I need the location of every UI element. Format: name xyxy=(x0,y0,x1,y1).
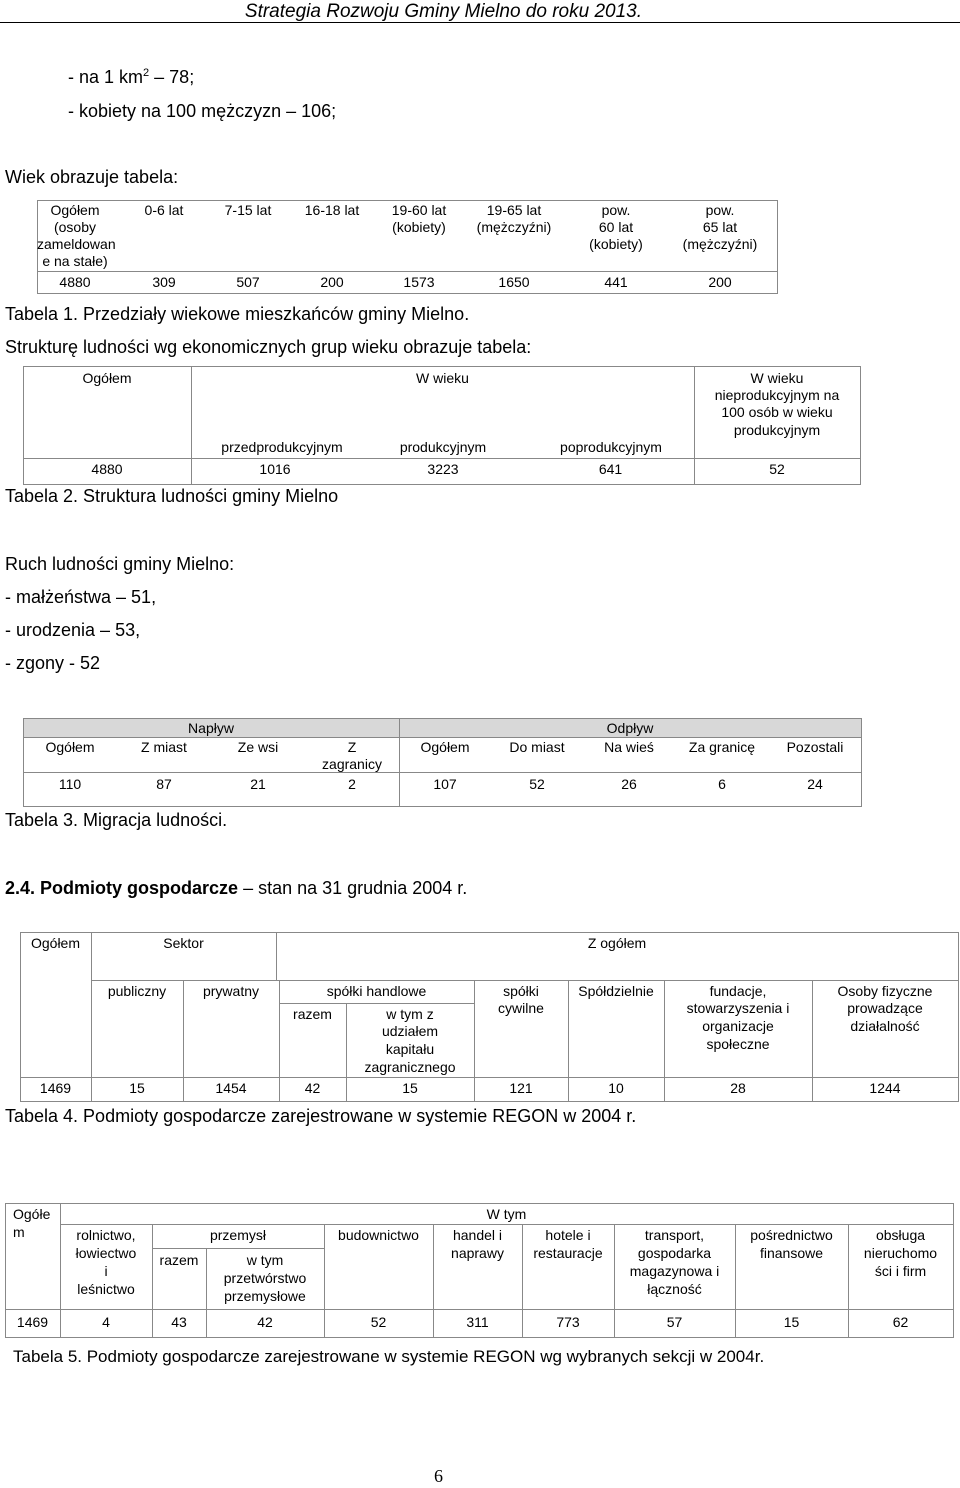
header-cell: zagranicy xyxy=(322,756,382,772)
header-cell: 16-18 lat xyxy=(304,202,360,218)
table-cell: 52 xyxy=(370,1314,387,1330)
header-cell: obsługa xyxy=(875,1227,926,1243)
header-cell: (mężczyźni) xyxy=(682,236,758,252)
age-intro-text: Wiek obrazuje tabela: xyxy=(5,167,179,187)
header-cell: spółki xyxy=(503,983,539,999)
table-cell: 4880 xyxy=(91,461,123,477)
table-cell: 43 xyxy=(171,1314,187,1330)
table-cell: 507 xyxy=(236,274,260,290)
header-cell: Ogółe xyxy=(13,1206,51,1222)
movement-title: Ruch ludności gminy Mielno: xyxy=(5,554,235,574)
header-cell: razem xyxy=(293,1006,332,1022)
header-cell: Spółdzielnie xyxy=(578,983,654,999)
marriages-line: - małżeństwa – 51, xyxy=(5,587,157,607)
header-cell: 65 lat xyxy=(702,219,738,235)
table-cell: 107 xyxy=(433,776,457,792)
table-cell: 1650 xyxy=(498,274,530,290)
header-cell: W wieku xyxy=(750,370,804,386)
table-cell: 57 xyxy=(666,1314,683,1330)
table-cell: 2 xyxy=(348,776,356,792)
table-cell: 42 xyxy=(304,1080,321,1096)
table-cell: 1244 xyxy=(869,1080,901,1096)
table-cell: 4 xyxy=(102,1314,110,1330)
table-cell: 441 xyxy=(604,274,628,290)
header-cell: produkcyjnym xyxy=(399,439,487,455)
header-rule xyxy=(0,22,960,23)
table-cell: 15 xyxy=(783,1314,800,1330)
header-cell: społeczne xyxy=(706,1036,770,1052)
header-cell: stowarzyszenia i xyxy=(686,1000,790,1016)
header-cell: 19-65 lat xyxy=(486,202,542,218)
header-cell: (kobiety) xyxy=(392,219,446,235)
births-line: - urodzenia – 53, xyxy=(5,620,141,640)
header-cell: 60 lat xyxy=(598,219,634,235)
header-cell: łączność xyxy=(647,1281,702,1297)
header-cell: przetwórstwo xyxy=(223,1270,307,1286)
header-cell: prywatny xyxy=(202,983,260,999)
header-cell: Ogółem xyxy=(82,370,132,386)
header-cell: Ogółem xyxy=(50,202,100,218)
header-cell: 0-6 lat xyxy=(144,202,184,218)
header-cell: 19-60 lat xyxy=(391,202,447,218)
header-cell: Napływ xyxy=(188,720,234,736)
header-cell: Sektor xyxy=(163,935,204,951)
header-cell: restauracje xyxy=(533,1245,603,1261)
table3-caption: Tabela 3. Migracja ludności. xyxy=(5,810,228,830)
header-cell: hotele i xyxy=(545,1227,591,1243)
header-cell: zagranicznego xyxy=(364,1059,456,1075)
table-cell: 3223 xyxy=(427,461,459,477)
header-cell: razem xyxy=(159,1252,199,1268)
header-cell: budownictwo xyxy=(338,1227,419,1243)
header-cell: gospodarka xyxy=(637,1245,712,1261)
table-cell: 52 xyxy=(769,461,785,477)
table-cell: 121 xyxy=(509,1080,533,1096)
header-cell: przemysł xyxy=(209,1227,266,1243)
header-cell: e na stałe) xyxy=(42,253,108,269)
table-cell: 773 xyxy=(556,1314,580,1330)
header-cell: Ogółem xyxy=(30,935,81,951)
deaths-line: - zgony - 52 xyxy=(5,653,101,673)
header-cell: organizacje xyxy=(702,1018,774,1034)
header-cell: (osoby xyxy=(53,219,97,235)
header-cell: kapitału xyxy=(385,1041,435,1057)
table-cell: 6 xyxy=(718,776,726,792)
header-cell: handel i xyxy=(452,1227,503,1243)
header-cell: m xyxy=(13,1224,25,1240)
header-cell: przemysłowe xyxy=(224,1288,306,1304)
header-cell: fundacje, xyxy=(709,983,767,999)
header-cell: W wieku xyxy=(416,370,469,386)
page-header-title: Strategia Rozwoju Gminy Mielno do roku 2013. xyxy=(244,1,642,22)
header-cell: poprodukcyjnym xyxy=(560,439,662,455)
header-cell: Za granicę xyxy=(688,739,756,755)
header-cell: łowiectwo xyxy=(75,1245,137,1261)
header-cell: pośrednictwo xyxy=(750,1227,833,1243)
table-cell: 52 xyxy=(529,776,545,792)
table-cell: 4880 xyxy=(59,274,91,290)
table-cell: 26 xyxy=(621,776,637,792)
header-cell: 7-15 lat xyxy=(224,202,272,218)
header-cell: Ogółem xyxy=(420,739,470,755)
header-cell: pow. xyxy=(601,202,631,218)
header-cell: zameldowan xyxy=(37,236,116,252)
table-cell: 62 xyxy=(892,1314,909,1330)
header-cell: pow. xyxy=(705,202,735,218)
header-cell: Na wieś xyxy=(604,739,654,755)
header-cell: w tym xyxy=(246,1252,284,1268)
header-cell: Ogółem xyxy=(45,739,95,755)
header-cell: nieprodukcyjnym na xyxy=(714,387,840,403)
table4-caption: Tabela 4. Podmioty gospodarcze zarejestrowane w systemie REGON w 2004 r. xyxy=(5,1106,637,1126)
header-cell: działalność xyxy=(850,1018,920,1034)
header-cell: udziałem xyxy=(381,1023,439,1039)
header-cell: prowadzące xyxy=(847,1000,923,1016)
header-cell: nieruchomo xyxy=(863,1245,938,1261)
table-cell: 1573 xyxy=(403,274,435,290)
table2-intro: Strukturę ludności wg ekonomicznych grup wieku obrazuje tabela: xyxy=(5,337,532,357)
header-cell: cywilne xyxy=(498,1000,544,1016)
header-cell: 100 osób w wieku xyxy=(721,404,833,420)
table-cell: 15 xyxy=(129,1080,145,1096)
table2-caption: Tabela 2. Struktura ludności gminy Mielno xyxy=(5,486,339,506)
table-cell: 200 xyxy=(320,274,344,290)
header-cell: publiczny xyxy=(107,983,167,999)
table-cell: 1469 xyxy=(16,1314,49,1330)
table-cell: 42 xyxy=(257,1314,273,1330)
header-cell: w tym z xyxy=(386,1006,434,1022)
header-cell: Ze wsi xyxy=(237,739,279,755)
table-cell: 87 xyxy=(156,776,172,792)
header-cell: Z ogółem xyxy=(587,935,647,951)
women-ratio-line: - kobiety na 100 mężczyzn – 106; xyxy=(68,101,337,121)
table-cell: 1454 xyxy=(215,1080,247,1096)
header-cell: naprawy xyxy=(451,1245,504,1261)
table-cell: 110 xyxy=(58,776,82,792)
header-cell: magazynowa i xyxy=(629,1263,720,1279)
header-cell: rolnictwo, xyxy=(76,1227,136,1243)
header-cell: (mężczyźni) xyxy=(476,219,552,235)
table-cell: 311 xyxy=(466,1314,489,1330)
table-cell: 200 xyxy=(708,274,732,290)
header-cell: Odpływ xyxy=(606,720,654,736)
header-cell: i xyxy=(104,1263,108,1279)
header-cell: przedprodukcyjnym xyxy=(221,439,343,455)
header-cell: ści i firm xyxy=(874,1263,927,1279)
table-cell: 21 xyxy=(250,776,266,792)
header-cell: leśnictwo xyxy=(77,1281,135,1297)
header-cell: W tym xyxy=(486,1206,527,1222)
table1-caption: Tabela 1. Przedziały wiekowe mieszkańców gminy Mielno. xyxy=(5,304,470,324)
table-cell: 24 xyxy=(807,776,823,792)
header-cell: (kobiety) xyxy=(589,236,643,252)
table-cell: 15 xyxy=(402,1080,418,1096)
header-cell: produkcyjnym xyxy=(733,422,821,438)
page-number: 6 xyxy=(434,1466,443,1486)
header-cell: Z miast xyxy=(141,739,187,755)
table-cell: 10 xyxy=(608,1080,624,1096)
density-line: - na 1 $km^2 - 78$; xyxy=(68,67,195,87)
table5-caption: Tabela 5. Podmioty gospodarcze zarejestrowane w systemie REGON wg wybranych sekcji w 2004r. xyxy=(13,1347,765,1366)
section-heading: 2.4. Podmioty gospodarcze – stan na 31 grudnia 2004 r. xyxy=(5,878,468,898)
header-cell: spółki handlowe xyxy=(326,983,427,999)
table-cell: 1016 xyxy=(259,461,291,477)
header-cell: Osoby fizyczne xyxy=(837,983,933,999)
table-cell: 309 xyxy=(152,274,176,290)
header-cell: Z xyxy=(347,739,357,755)
header-cell: finansowe xyxy=(759,1245,824,1261)
table-cell: 1469 xyxy=(39,1080,72,1096)
header-cell: transport, xyxy=(644,1227,705,1243)
table-cell: 641 xyxy=(598,461,623,477)
header-cell: Do miast xyxy=(509,739,565,755)
table-cell: 28 xyxy=(730,1080,746,1096)
header-cell: Pozostali xyxy=(786,739,844,755)
